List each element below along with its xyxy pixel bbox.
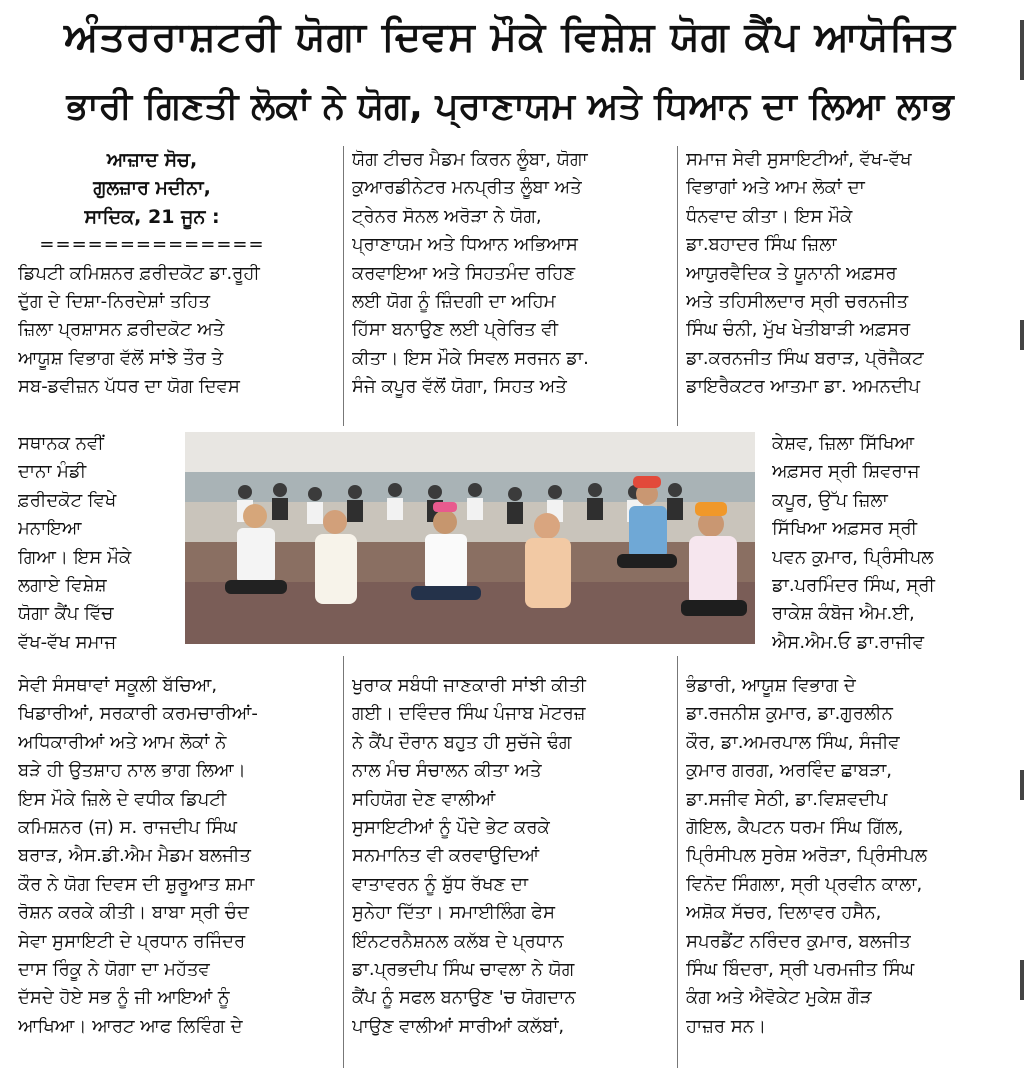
article-line: ਸਿੰਘ ਬਿੰਦਰਾ, ਸ੍ਰੀ ਪਰਮਜੀਤ ਸਿੰਘ (686, 958, 915, 980)
article-line: ਆਯੂਸ਼ ਵਿਭਾਗ ਵੱਲੋਂ ਸਾਂਝੇ ਤੌਰ ਤੇ (18, 347, 224, 369)
article-line: ਅਧਿਕਾਰੀਆਂ ਅਤੇ ਆਮ ਲੋਕਾਂ ਨੇ (18, 731, 227, 753)
article-line: ਖਿਡਾਰੀਆਂ, ਸਰਕਾਰੀ ਕਰਮਚਾਰੀਆਂ- (18, 703, 258, 725)
column-rule (677, 146, 678, 426)
yoga-camp-illustration (185, 432, 755, 644)
article-line: ਸੇਵਾ ਸੁਸਾਇਟੀ ਦੇ ਪ੍ਰਧਾਨ ਰਜਿੰਦਰ (18, 930, 246, 952)
article-line: ਦਾਨਾ ਮੰਡੀ (18, 461, 87, 483)
dateline-separator: ============== (39, 234, 265, 256)
article-line: ਸਬ-ਡਵੀਜ਼ਨ ਪੱਧਰ ਦਾ ਯੋਗ ਦਿਵਸ (18, 376, 240, 398)
article-line: ਵਿਭਾਗਾਂ ਅਤੇ ਆਮ ਲੋਕਾਂ ਦਾ (686, 177, 865, 199)
article-line: ਕੌਰ ਨੇ ਯੋਗ ਦਿਵਸ ਦੀ ਸ਼ੁਰੂਆਤ ਸ਼ਮਾ (18, 873, 255, 895)
page-edge-mark (1020, 320, 1024, 350)
article-line: ਵਿਨੋਦ ਸਿੰਗਲਾ, ਸ੍ਰੀ ਪ੍ਰਵੀਨ ਕਾਲਾ, (686, 873, 923, 895)
article-line: ਸਨਮਾਨਿਤ ਵੀ ਕਰਵਾਉਦਿਆਂ (352, 845, 540, 867)
article-line: ਡਾ.ਪ੍ਰਭਦੀਪ ਸਿੰਘ ਚਾਵਲਾ ਨੇ ਯੋਗ (352, 958, 575, 980)
article-line: ਨਾਲ ਮੰਚ ਸੰਚਾਲਨ ਕੀਤਾ ਅਤੇ (352, 760, 542, 782)
article-line: ਡਾ.ਸਜੀਵ ਸੇਠੀ, ਡਾ.ਵਿਸ਼ਵਦੀਪ (686, 788, 888, 810)
article-line: ਪ੍ਰਿੰਸੀਪਲ ਸੁਰੇਸ਼ ਅਰੋੜਾ, ਪ੍ਰਿੰਸੀਪਲ (686, 845, 928, 867)
article-line: ਡਾ.ਬਹਾਦਰ ਸਿੰਘ ਜ਼ਿਲਾ (686, 234, 837, 256)
article-line: ਗਈ। ਦਵਿੰਦਰ ਸਿੰਘ ਪੰਜਾਬ ਮੋਟਰਜ਼ (352, 703, 586, 725)
article-line: ਕੇਸ਼ਵ, ਜ਼ਿਲਾ ਸਿੱਖਿਆ (772, 433, 915, 454)
article-line: ਇਸ ਮੌਕੇ ਜ਼ਿਲੇ ਦੇ ਵਧੀਕ ਡਿਪਟੀ (18, 788, 227, 810)
article-line: ਆਖਿਆ। ਆਰਟ ਆਫ ਲਿਵਿੰਗ ਦੇ (18, 1015, 243, 1037)
article-line: ਕੀਤਾ। ਇਸ ਮੌਕੇ ਸਿਵਲ ਸਰਜਨ ਡਾ. (352, 347, 589, 369)
article-line: ਦਾਸ ਰਿੰਕੂ ਨੇ ਯੋਗਾ ਦਾ ਮਹੱਤਵ (18, 958, 210, 980)
column-1-bottom-text (18, 672, 336, 1041)
headline: ਅੰਤਰਰਾਸ਼ਟਰੀ ਯੋਗਾ ਦਿਵਸ ਮੌਕੇ ਵਿਸ਼ੇਸ਼ ਯੋਗ ਕੈਂਪ ਆਯੋਜਿਤ (64, 14, 956, 60)
article-line: ਵੱਖ-ਵੱਖ ਸਮਾਜ (18, 631, 117, 653)
article-line: ਅਤੇ ਤਹਿਸੀਲਦਾਰ ਸ੍ਰੀ ਚਰਨਜੀਤ (686, 290, 909, 312)
column-rule (343, 146, 344, 426)
article-line: ਜ਼ਿਲਾ ਪ੍ਰਸ਼ਾਸਨ ਫ਼ਰੀਦਕੋਟ ਅਤੇ (18, 319, 225, 341)
article-line: ਲਈ ਯੋਗ ਨੂੰ ਜ਼ਿੰਦਗੀ ਦਾ ਅਹਿਮ (352, 290, 556, 312)
article-line: ਨੇ ਕੈਂਪ ਦੌਰਾਨ ਬਹੁਤ ਹੀ ਸੁਚੱਜੇ ਢੰਗ (352, 731, 572, 753)
article-line: ਹਿੱਸਾ ਬਨਾਉਣ ਲਈ ਪ੍ਰੇਰਿਤ ਵੀ (352, 319, 559, 341)
column-3-bottom-text (686, 672, 1006, 1041)
article-line: ਲਗਾਏ ਵਿਸ਼ੇਸ਼ (18, 574, 107, 596)
article-line: ਕੰਗ ਅਤੇ ਐਵੋਕੇਟ ਮੁਕੇਸ਼ ਗੌੜ (686, 987, 872, 1009)
article-line: ਡਾ.ਕਰਨਜੀਤ ਸਿੰਘ ਬਰਾੜ, ਪ੍ਰੋਜੈਕਟ (686, 347, 924, 369)
article-line: ਕੌਰ, ਡਾ.ਅਮਰਪਾਲ ਸਿੰਘ, ਸੰਜੀਵ (686, 731, 900, 753)
article-line: ਰੋਸ਼ਨ ਕਰਕੇ ਕੀਤੀ। ਬਾਬਾ ਸ੍ਰੀ ਚੰਦ (18, 902, 249, 924)
article-line: ਦੁੱਗ ਦੇ ਦਿਸ਼ਾ-ਨਿਰਦੇਸ਼ਾਂ ਤਹਿਤ (18, 290, 210, 312)
article-line: ਕੁਮਾਰ ਗਰਗ, ਅਰਵਿੰਦ ਛਾਬੜਾ, (686, 760, 892, 782)
dateline-line-3: ਸਾਦਿਕ, 21 ਜੂਨ : (84, 205, 220, 228)
column-rule (677, 656, 678, 1068)
article-line: ਸੇਵੀ ਸੰਸਥਾਵਾਂ ਸਕੂਲੀ ਬੱਚਿਆ, (18, 675, 218, 696)
article-line: ਸਿੰਘ ਚੰਨੀ, ਮੁੱਖ ਖੇਤੀਬਾੜੀ ਅਫ਼ਸਰ (686, 319, 911, 341)
article-line: ਐਸ.ਐਮ.ਓ ਡਾ.ਰਾਜੀਵ (772, 631, 925, 653)
article-line: ਆਯੁਰਵੈਦਿਕ ਤੇ ਯੂਨਾਨੀ ਅਫ਼ਸਰ (686, 262, 897, 284)
article-line: ਅਫ਼ਸਰ ਸ੍ਰੀ ਸ਼ਿਵਰਾਜ (772, 461, 920, 483)
article-line: ਫ਼ਰੀਦਕੋਟ ਵਿਖੇ (18, 489, 117, 511)
article-line: ਅਸ਼ੋਕ ਸੱਚਰ, ਦਿਲਾਵਰ ਹਸੈਨ, (686, 902, 882, 924)
article-line: ਖੁਰਾਕ ਸਬੰਧੀ ਜਾਣਕਾਰੀ ਸਾਂਝੀ ਕੀਤੀ (352, 675, 586, 696)
dateline-line-1: ਆਜ਼ਾਦ ਸੋਚ, (106, 149, 198, 171)
article-line: ਹਾਜ਼ਰ ਸਨ। (686, 1015, 767, 1037)
article-line: ਸਿੱਖਿਆ ਅਫ਼ਸਰ ਸ੍ਰੀ (772, 518, 918, 540)
column-3-wrap-text (772, 430, 1006, 657)
article-line: ਪਵਨ ਕੁਮਾਰ, ਪ੍ਰਿੰਸੀਪਲ (772, 546, 934, 568)
article-line: ਇੰਨਟਰਨੈਸ਼ਨਲ ਕਲੱਬ ਦੇ ਪ੍ਰਧਾਨ (352, 930, 564, 952)
article-line: ਟ੍ਰੇਨਰ ਸੋਨਲ ਅਰੋੜਾ ਨੇ ਯੋਗ, (352, 205, 542, 227)
article-line: ਸਪਰਡੈਂਟ ਨਰਿੰਦਰ ਕੁਮਾਰ, ਬਲਜੀਤ (686, 930, 911, 952)
article-line: ਸੁਨੇਹਾ ਦਿੱਤਾ। ਸਮਾਈਲਿੰਗ ਫੇਸ (352, 902, 556, 924)
column-2-top-text (352, 146, 670, 402)
article-line: ਕਰਵਾਇਆ ਅਤੇ ਸਿਹਤਮੰਦ ਰਹਿਣ (352, 262, 576, 284)
article-line: ਕੁਆਰਡੀਨੇਟਰ ਮਨਪ੍ਰੀਤ ਲੂੰਬਾ ਅਤੇ (352, 177, 582, 199)
article-line: ਬੜੇ ਹੀ ਉਤਸ਼ਾਹ ਨਾਲ ਭਾਗ ਲਿਆ। (18, 760, 246, 782)
article-line: ਗੋਇਲ, ਕੈਪਟਨ ਧਰਮ ਸਿੰਘ ਗਿੱਲ, (686, 816, 904, 838)
column-3-top-text (686, 146, 1006, 402)
column-rule (343, 656, 344, 1068)
article-line: ਸਥਾਨਕ ਨਵੀਂ (18, 433, 104, 454)
page-edge-mark (1020, 20, 1024, 80)
article-line: ਪਾਉਣ ਵਾਲੀਆਂ ਸਾਰੀਆਂ ਕਲੱਬਾਂ, (352, 1015, 565, 1037)
article-line: ਡਾ.ਰਜਨੀਸ਼ ਕੁਮਾਰ, ਡਾ.ਗੁਰਲੀਨ (686, 703, 893, 725)
article-line: ਯੋਗ ਟੀਚਰ ਮੈਡਮ ਕਿਰਨ ਲੂੰਬਾ, ਯੋਗਾ (352, 149, 588, 170)
article-line: ਵਾਤਾਵਰਨ ਨੂੰ ਸ਼ੁੱਧ ਰੱਖਣ ਦਾ (352, 873, 529, 895)
article-line: ਗਿਆ। ਇਸ ਮੌਕੇ (18, 546, 132, 568)
page-edge-mark (1020, 960, 1024, 1000)
article-line: ਡਿਪਟੀ ਕਮਿਸ਼ਨਰ ਫ਼ਰੀਦਕੋਟ ਡਾ.ਰੂਹੀ (18, 262, 260, 284)
column-1-top-text (18, 260, 286, 402)
column-1 (18, 146, 286, 402)
column-1-wrap-text (18, 430, 178, 657)
article-line: ਸੁਸਾਇਟੀਆਂ ਨੂੰ ਪੌਦੇ ਭੇਟ ਕਰਕੇ (352, 816, 550, 838)
article-line: ਭੰਡਾਰੀ, ਆਯੂਸ਼ ਵਿਭਾਗ ਦੇ (686, 675, 856, 696)
article-line: ਪ੍ਰਾਣਾਯਮ ਅਤੇ ਧਿਆਨ ਅਭਿਆਸ (352, 234, 578, 256)
dateline-line-2: ਗੁਲਜ਼ਾਰ ਮਦੀਨਾ, (93, 177, 211, 200)
article-line: ਦੱਸਦੇ ਹੋਏ ਸਭ ਨੂੰ ਜੀ ਆਇਆਂ ਨੂੰ (18, 987, 230, 1009)
article-line: ਸਮਾਜ ਸੇਵੀ ਸੁਸਾਇਟੀਆਂ, ਵੱਖ-ਵੱਖ (686, 149, 912, 170)
article-line: ਕਮਿਸ਼ਨਰ (ਜ) ਸ. ਰਾਜਦੀਪ ਸਿੰਘ (18, 816, 237, 838)
article-line: ਡਾ.ਪਰਮਿੰਦਰ ਸਿੰਘ, ਸ੍ਰੀ (772, 574, 935, 596)
article-line: ਯੋਗਾ ਕੈਂਪ ਵਿੱਚ (18, 603, 114, 625)
article-line: ਸਹਿਯੋਗ ਦੇਣ ਵਾਲੀਆਂ (352, 788, 496, 810)
article-line: ਰਾਕੇਸ਼ ਕੰਬੋਜ ਐਮ.ਈ, (772, 603, 915, 625)
article-line: ਬਰਾੜ, ਐਸ.ਡੀ.ਐਮ ਮੈਡਮ ਬਲਜੀਤ (18, 845, 251, 867)
article-line: ਧੰਨਵਾਦ ਕੀਤਾ। ਇਸ ਮੌਕੇ (686, 205, 853, 227)
page-edge-mark (1020, 770, 1024, 800)
subheadline: ਭਾਰੀ ਗਿਣਤੀ ਲੋਕਾਂ ਨੇ ਯੋਗ, ਪ੍ਰਾਣਾਯਮ ਅਤੇ ਧਿਆਨ ਦਾ ਲਿਆ ਲਾਭ (66, 86, 954, 127)
article-line: ਕੈਂਪ ਨੂੰ ਸਫਲ ਬਨਾਉਣ 'ਚ ਯੋਗਦਾਨ (352, 987, 576, 1009)
yoga-camp-photo (185, 432, 755, 644)
column-2-bottom-text (352, 672, 670, 1041)
article-line: ਡਾਇਰੈਕਟਰ ਆਤਮਾ ਡਾ. ਅਮਨਦੀਪ (686, 376, 920, 398)
article-line: ਸੰਜੇ ਕਪੂਰ ਵੱਲੋਂ ਯੋਗਾ, ਸਿਹਤ ਅਤੇ (352, 376, 567, 398)
article-line: ਕਪੂਰ, ਉੱਪ ਜ਼ਿਲਾ (772, 489, 888, 511)
article-line: ਮਨਾਇਆ (18, 518, 82, 540)
